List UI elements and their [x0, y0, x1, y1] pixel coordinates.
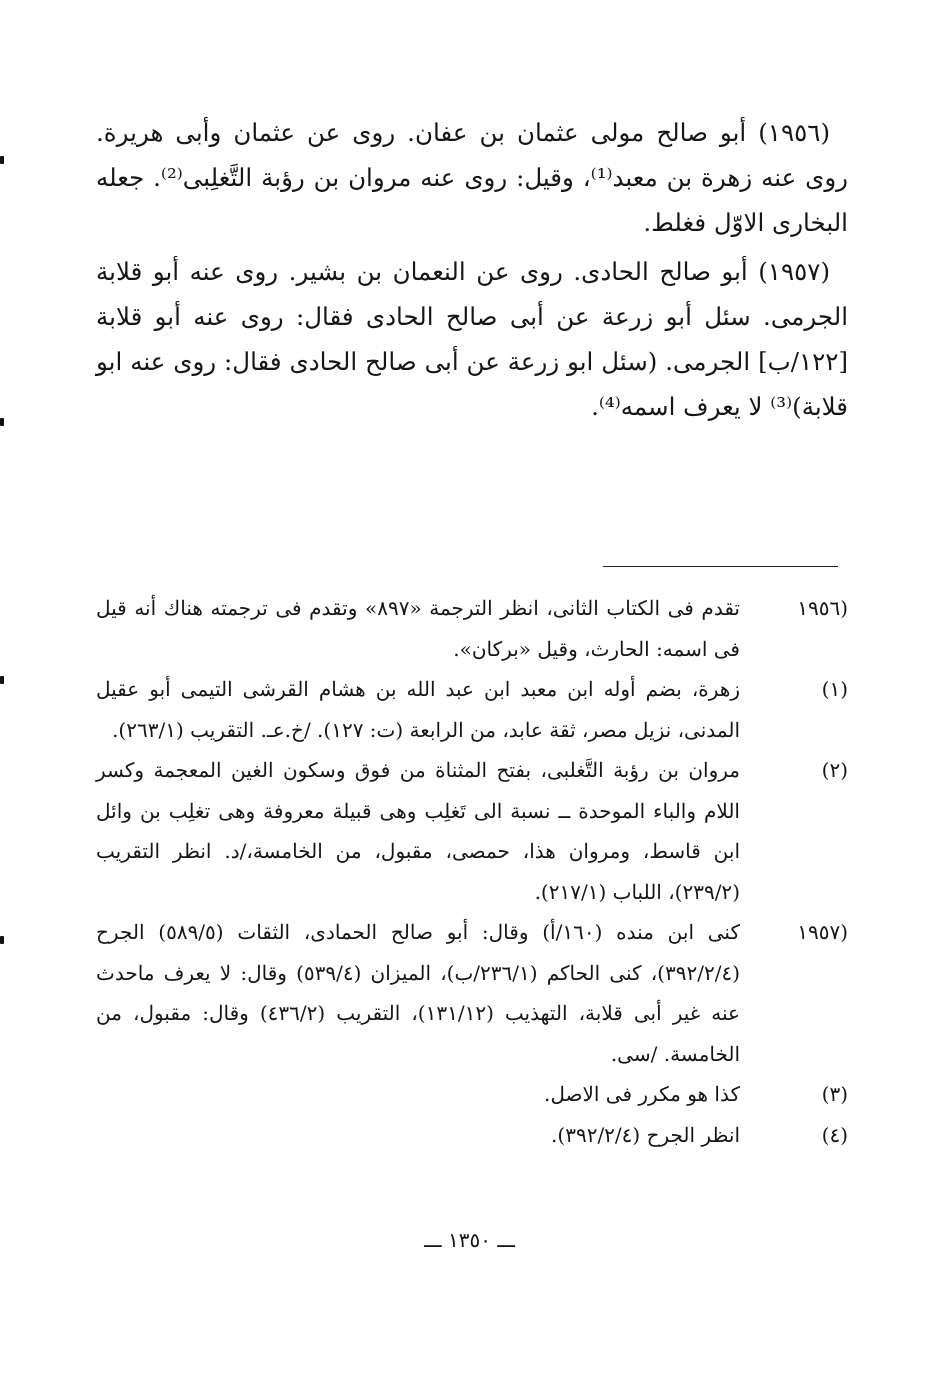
entry-1956: (١٩٥٦) أبو صالح مولى عثمان بن عفان. روى عن عثمان وأبى هريرة. روى عنه زهرة بن معبد⁽¹⁾، وقيل: روى عنه مروان بن رؤبة التَّغلِبى⁽²⁾. جعله البخارى الاوّل فغلط.	[96, 118, 848, 237]
main-text	[96, 110, 848, 433]
footnote-text: مروان بن رؤبة التَّغلبى، بفتح المثناة من فوق وسكون الغين المعجمة وكسر اللام والباء الموحدة ــ نسبة الى تَغلِب وهى قبيلة معروفة وهى تغلِب بن وائل ابن قاسط، ومروان هذا، حمصى، مقبول، من الخامسة،/د. انظر التقريب (٢٣٩/٢)، اللباب (٢١٧/١).	[96, 758, 740, 904]
footnote-1957	[96, 912, 848, 1074]
footnote-text: تقدم فى الكتاب الثانى، انظر الترجمة «٨٩٧» وتقدم فى ترجمته هناك أنه قيل فى اسمه: الحارث، وقيل «بركان».	[96, 596, 740, 661]
footnote-1	[96, 669, 848, 750]
footnote-divider	[603, 566, 838, 567]
footnotes	[96, 588, 848, 1155]
footnote-label: (٤)	[821, 1122, 848, 1147]
entry-1957: (١٩٥٧) أبو صالح الحادى. روى عن النعمان بن بشير. روى عنه أبو قلابة الجرمى. سئل أبو زرعة عن أبى صالح الحادى فقال: روى عنه أبو قلابة [١٢٢/ب] الجرمى. (سئل ابو زرعة عن أبى صالح الحادى فقال: روى عنه ابو قلابة)⁽³⁾ لا يعرف اسمه⁽⁴⁾.	[96, 257, 848, 421]
scan-edge-mark	[0, 418, 4, 426]
footnote-2	[96, 750, 848, 912]
footnote-label: (١)	[821, 677, 848, 701]
scan-edge-mark	[0, 676, 4, 684]
footnote-4	[96, 1115, 848, 1156]
footnote-3	[96, 1074, 848, 1115]
footnote-label: (١٩٥٧	[797, 920, 848, 944]
scan-edge-mark	[0, 936, 4, 944]
footnote-label: (٣)	[821, 1082, 848, 1106]
footnote-text: انظر الجرح (٣٩٢/٢/٤).	[551, 1122, 740, 1147]
footnote-label: (١٩٥٦	[797, 596, 848, 620]
footnote-1956	[96, 588, 848, 669]
scan-edge-mark	[0, 156, 4, 164]
footnote-label: (٢)	[821, 758, 848, 782]
footnote-text: زهرة، بضم أوله ابن معبد ابن عبد الله بن هشام القرشى التيمى أبو عقيل المدنى، نزيل مصر، ثقة عابد، من الرابعة (ت: ١٢٧). /خ.عـ. التقريب (٢٦٣/١).	[96, 677, 740, 742]
footnote-text: كنى ابن منده (١٦٠/أ) وقال: أبو صالح الحمادى، الثقات (٥٨٩/٥) الجرح (٣٩٢/٢/٤)، كنى الحاكم (٢٣٦/١/ب)، الميزان (٥٣٩/٤) وقال: لا يعرف ماحدث عنه غير أبى قلابة، التهذيب (١٣١/١٢)، التقريب (٤٣٦/٢) وقال: مقبول، من الخامسة. /سى.	[96, 920, 740, 1066]
footnote-text: كذا هو مكرر فى الاصل.	[543, 1082, 740, 1106]
page-number: ـــ ١٣٥٠ ـــ	[424, 1228, 515, 1252]
